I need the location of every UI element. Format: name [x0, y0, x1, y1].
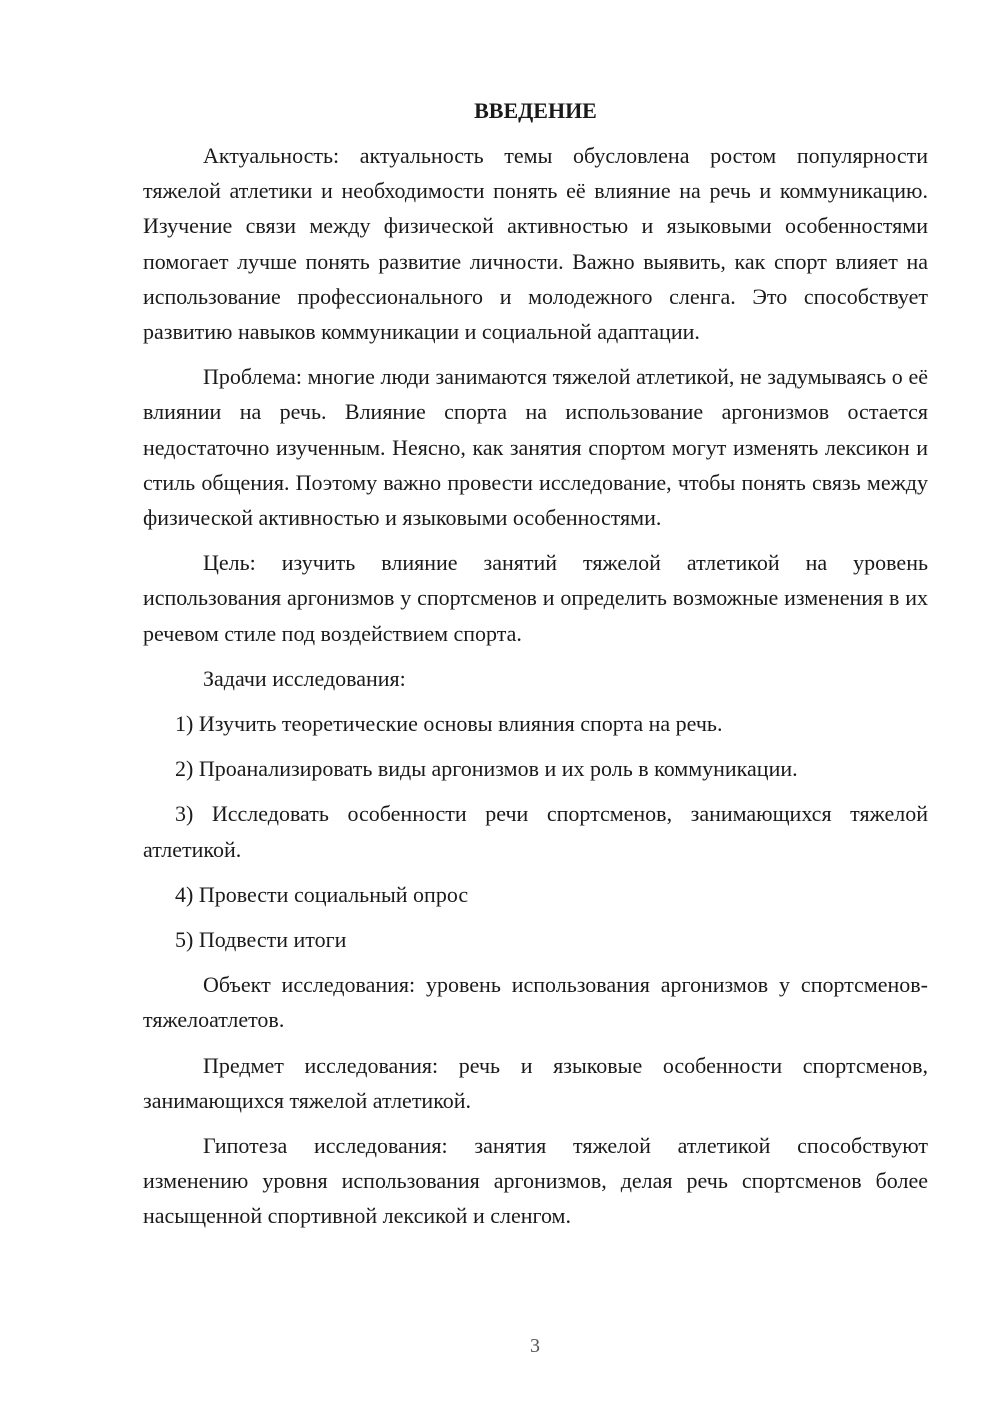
paragraph-hypothesis: Гипотеза исследования: занятия тяжелой атлетикой способствуют изменению уровня использования аргонизмов, делая речь спортсменов более насыщенной спортивной лексикой и сленгом.	[143, 1133, 928, 1229]
page-number: 3	[530, 1335, 540, 1357]
task-item: 1) Изучить теоретические основы влияния спорта на речь.	[175, 711, 723, 737]
paragraph-goal: Цель: изучить влияние занятий тяжелой атлетикой на уровень использования аргонизмов у спортсменов и определить возможные изменения в их речевом стиле под воздействием спорта.	[143, 550, 928, 646]
task-item: 4) Провести социальный опрос	[175, 881, 469, 907]
paragraph-subject: Предмет исследования: речь и языковые особенности спортсменов, занимающихся тяжелой атлетикой.	[143, 1052, 928, 1113]
paragraph-tasks-heading: Задачи исследования:	[203, 665, 406, 691]
paragraph-object: Объект исследования: уровень использования аргонизмов у спортсменов-тяжелоатлетов.	[143, 972, 928, 1033]
task-item: 5) Подвести итоги	[175, 927, 347, 953]
paragraph-relevance: Актуальность: актуальность темы обусловлена ростом популярности тяжелой атлетики и необходимости понять её влияние на речь и коммуникацию. Изучение связи между физической активностью и языковыми особенностями помогает лучше понять развитие личности. Важно выявить, как спорт влияет на использование профессионального и молодежного сленга. Это способствует развитию навыков коммуникации и социальной адаптации.	[143, 143, 928, 345]
task-item: 3) Исследовать особенности речи спортсменов, занимающихся тяжелой атлетикой.	[143, 801, 928, 862]
paragraph-problem: Проблема: многие люди занимаются тяжелой атлетикой, не задумываясь о её влиянии на речь. Влияние спорта на использование аргонизмов остается недостаточно изученным. Неясно, как занятия спортом могут изменять лексикон и стиль общения. Поэтому важно провести исследование, чтобы понять связь между физической активностью и языковыми особенностями.	[143, 364, 928, 531]
section-title: ВВЕДЕНИЕ	[474, 98, 597, 123]
task-item: 2) Проанализировать виды аргонизмов и их роль в коммуникации.	[175, 756, 798, 782]
page-content	[143, 96, 928, 1244]
